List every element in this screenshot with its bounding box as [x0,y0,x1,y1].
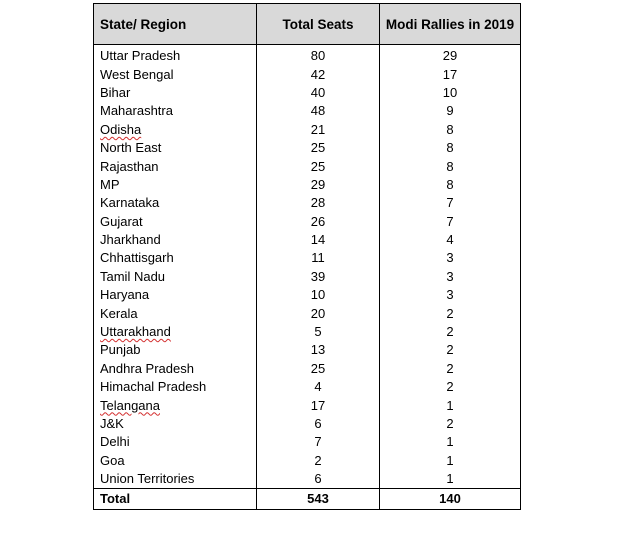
table-row [94,176,521,194]
state-name: Andhra Pradesh [100,360,194,376]
rallies-cell: 1 [380,433,521,451]
rallies-cell: 17 [380,65,521,83]
table-row [94,139,521,157]
state-name: Punjab [100,342,141,358]
table-row [94,268,521,286]
state-name: Telangana [100,397,160,413]
state-name: Odisha [100,121,142,137]
table-row [94,194,521,212]
table-row [94,452,521,470]
state-name-cell [94,65,257,83]
rallies-cell: 2 [380,378,521,396]
table-row [94,470,521,489]
state-name: Gujarat [100,213,143,229]
state-name: Maharashtra [100,103,173,119]
table-header [94,4,521,45]
state-name-cell [94,194,257,212]
total-seats-cell: 17 [257,396,380,414]
table-row [94,341,521,359]
rallies-cell: 2 [380,341,521,359]
state-name: Uttarakhand [100,324,171,340]
state-name: Haryana [100,287,150,303]
rallies-cell: 8 [380,157,521,175]
state-name-cell [94,378,257,396]
total-seats-cell: 6 [257,415,380,433]
state-name: Chhattisgarh [100,250,174,266]
state-name-cell [94,84,257,102]
total-seats-cell: 48 [257,102,380,120]
state-name: Delhi [100,434,130,450]
state-name: Tamil Nadu [100,268,166,284]
state-name-cell [94,45,257,66]
state-name-cell [94,433,257,451]
total-seats-cell: 26 [257,213,380,231]
total-seats-cell: 2 [257,452,380,470]
header-state: State/ Region [94,4,257,45]
table-row [94,304,521,322]
header-row [94,4,521,45]
state-name-cell [94,396,257,414]
header-total-seats: Total Seats [257,4,380,45]
table-row [94,378,521,396]
state-name-cell [94,176,257,194]
table-row [94,286,521,304]
state-name-cell [94,139,257,157]
state-name: Rajasthan [100,158,159,174]
state-name-cell [94,249,257,267]
rallies-cell: 2 [380,304,521,322]
state-name: Karnataka [100,195,160,211]
state-name: North East [100,140,162,156]
table-row [94,415,521,433]
state-name-cell [94,231,257,249]
state-name-cell [94,286,257,304]
table-row [94,121,521,139]
rallies-cell: 3 [380,268,521,286]
rallies-cell: 7 [380,213,521,231]
state-name-cell [94,268,257,286]
state-name-cell [94,360,257,378]
state-name: Kerala [100,305,138,321]
table-body [94,45,521,489]
table-row [94,323,521,341]
rallies-cell: 1 [380,396,521,414]
total-seats-cell: 21 [257,121,380,139]
total-seats-cell: 11 [257,249,380,267]
rallies-cell: 10 [380,84,521,102]
total-seats-cell: 80 [257,45,380,66]
total-seats-cell: 28 [257,194,380,212]
rallies-table [93,3,521,510]
rallies-cell: 8 [380,176,521,194]
rallies-cell: 3 [380,286,521,304]
state-name: MP [100,176,120,192]
rallies-cell: 2 [380,360,521,378]
total-seats-cell: 25 [257,157,380,175]
rallies-cell: 2 [380,415,521,433]
state-name: West Bengal [100,66,174,82]
state-name-cell [94,157,257,175]
total-seats-cell: 6 [257,470,380,489]
table-row [94,433,521,451]
table-row [94,396,521,414]
total-seats-cell: 4 [257,378,380,396]
rallies-cell: 8 [380,139,521,157]
table-row [94,45,521,66]
state-name: Jharkhand [100,232,161,248]
state-name-cell [94,304,257,322]
table-row [94,249,521,267]
state-name-cell [94,452,257,470]
total-seats-cell: 13 [257,341,380,359]
total-seats-cell: 20 [257,304,380,322]
table-row [94,157,521,175]
total-seats-cell: 14 [257,231,380,249]
total-seats-cell: 29 [257,176,380,194]
state-name-cell [94,341,257,359]
table-row [94,231,521,249]
state-name-cell [94,102,257,120]
total-row [94,489,521,510]
rallies-cell: 9 [380,102,521,120]
total-seats-cell: 10 [257,286,380,304]
total-seats-cell: 25 [257,139,380,157]
total-seats-cell: 40 [257,84,380,102]
state-name-cell [94,213,257,231]
state-name: Bihar [100,84,131,100]
total-seats-cell: 7 [257,433,380,451]
total-seats-cell: 39 [257,268,380,286]
state-name: J&K [100,416,124,431]
table-row [94,360,521,378]
state-name: Uttar Pradesh [100,48,181,64]
state-name: Himachal Pradesh [100,379,207,395]
total-seats-cell: 5 [257,323,380,341]
total-label: Total [94,489,257,510]
state-name-cell [94,121,257,139]
rallies-cell: 4 [380,231,521,249]
rallies-cell: 29 [380,45,521,66]
table-row [94,84,521,102]
state-name-cell [94,470,257,489]
rallies-cell: 1 [380,452,521,470]
state-name-cell [94,323,257,341]
table-row [94,213,521,231]
rallies-cell: 7 [380,194,521,212]
state-name: Goa [100,452,125,468]
total-seats: 543 [257,489,380,510]
header-modi-rallies: Modi Rallies in 2019 [380,4,521,45]
total-rallies: 140 [380,489,521,510]
state-name-cell [94,415,257,433]
table-row [94,65,521,83]
total-seats-cell: 25 [257,360,380,378]
table-row [94,102,521,120]
rallies-cell: 8 [380,121,521,139]
state-name: Union Territories [100,471,195,487]
total-seats-cell: 42 [257,65,380,83]
table-footer [94,489,521,510]
rallies-cell: 2 [380,323,521,341]
rallies-cell: 1 [380,470,521,489]
rallies-cell: 3 [380,249,521,267]
